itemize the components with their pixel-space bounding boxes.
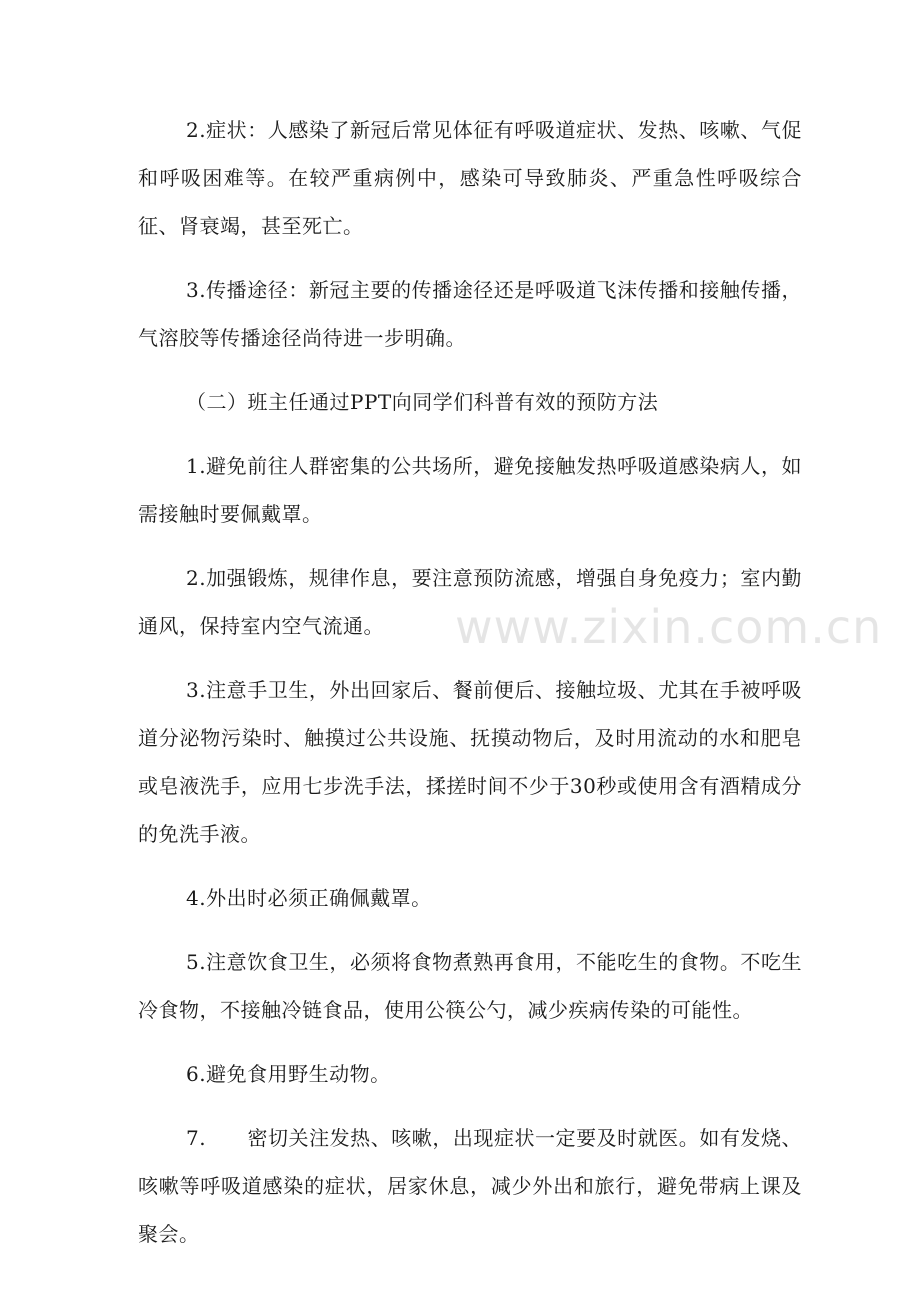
paragraph-prevention-2: 2.加强锻炼，规律作息，要注意预防流感，增强自身免疫力；室内勤通风，保持室内空气流通。 [138, 566, 802, 638]
paragraph-prevention-4: 4.外出时必须正确佩戴罩。 [186, 886, 432, 910]
watermark: www.zixin.com.cn [455, 600, 883, 654]
paragraph-symptoms: 2.症状：人感染了新冠后常见体征有呼吸道症状、发热、咳嗽、气促和呼吸困难等。在较严重病例中，感染可导致肺炎、严重急性呼吸综合征、肾衰竭，甚至死亡。 [138, 118, 802, 238]
paragraph-prevention-5: 5.注意饮食卫生，必须将食物煮熟再食用，不能吃生的食物。不吃生冷食物，不接触冷链食品，使用公筷公勺，减少疾病传染的可能性。 [138, 950, 802, 1022]
paragraph-prevention-6: 6.避免食用野生动物。 [186, 1062, 391, 1086]
section-heading-prevention: （二）班主任通过PPT向同学们科普有效的预防方法 [186, 390, 659, 414]
paragraph-prevention-7: 7. 密切关注发热、咳嗽，出现症状一定要及时就医。如有发烧、咳嗽等呼吸道感染的症状，居家休息，减少外出和旅行，避免带病上课及聚会。 [138, 1126, 802, 1246]
paragraph-transmission: 3.传播途径：新冠主要的传播途径还是呼吸道飞沫传播和接触传播，气溶胶等传播途径尚待进一步明确。 [138, 278, 802, 350]
paragraph-prevention-3: 3.注意手卫生，外出回家后、餐前便后、接触垃圾、尤其在手被呼吸道分泌物污染时、触摸过公共设施、抚摸动物后，及时用流动的水和肥皂或皂液洗手，应用七步洗手法，揉搓时间不少于30秒或使用含有酒精成分的免洗手液。 [138, 678, 802, 846]
document-body [138, 106, 802, 1274]
paragraph-prevention-1: 1.避免前往人群密集的公共场所，避免接触发热呼吸道感染病人，如需接触时要佩戴罩。 [138, 454, 802, 526]
